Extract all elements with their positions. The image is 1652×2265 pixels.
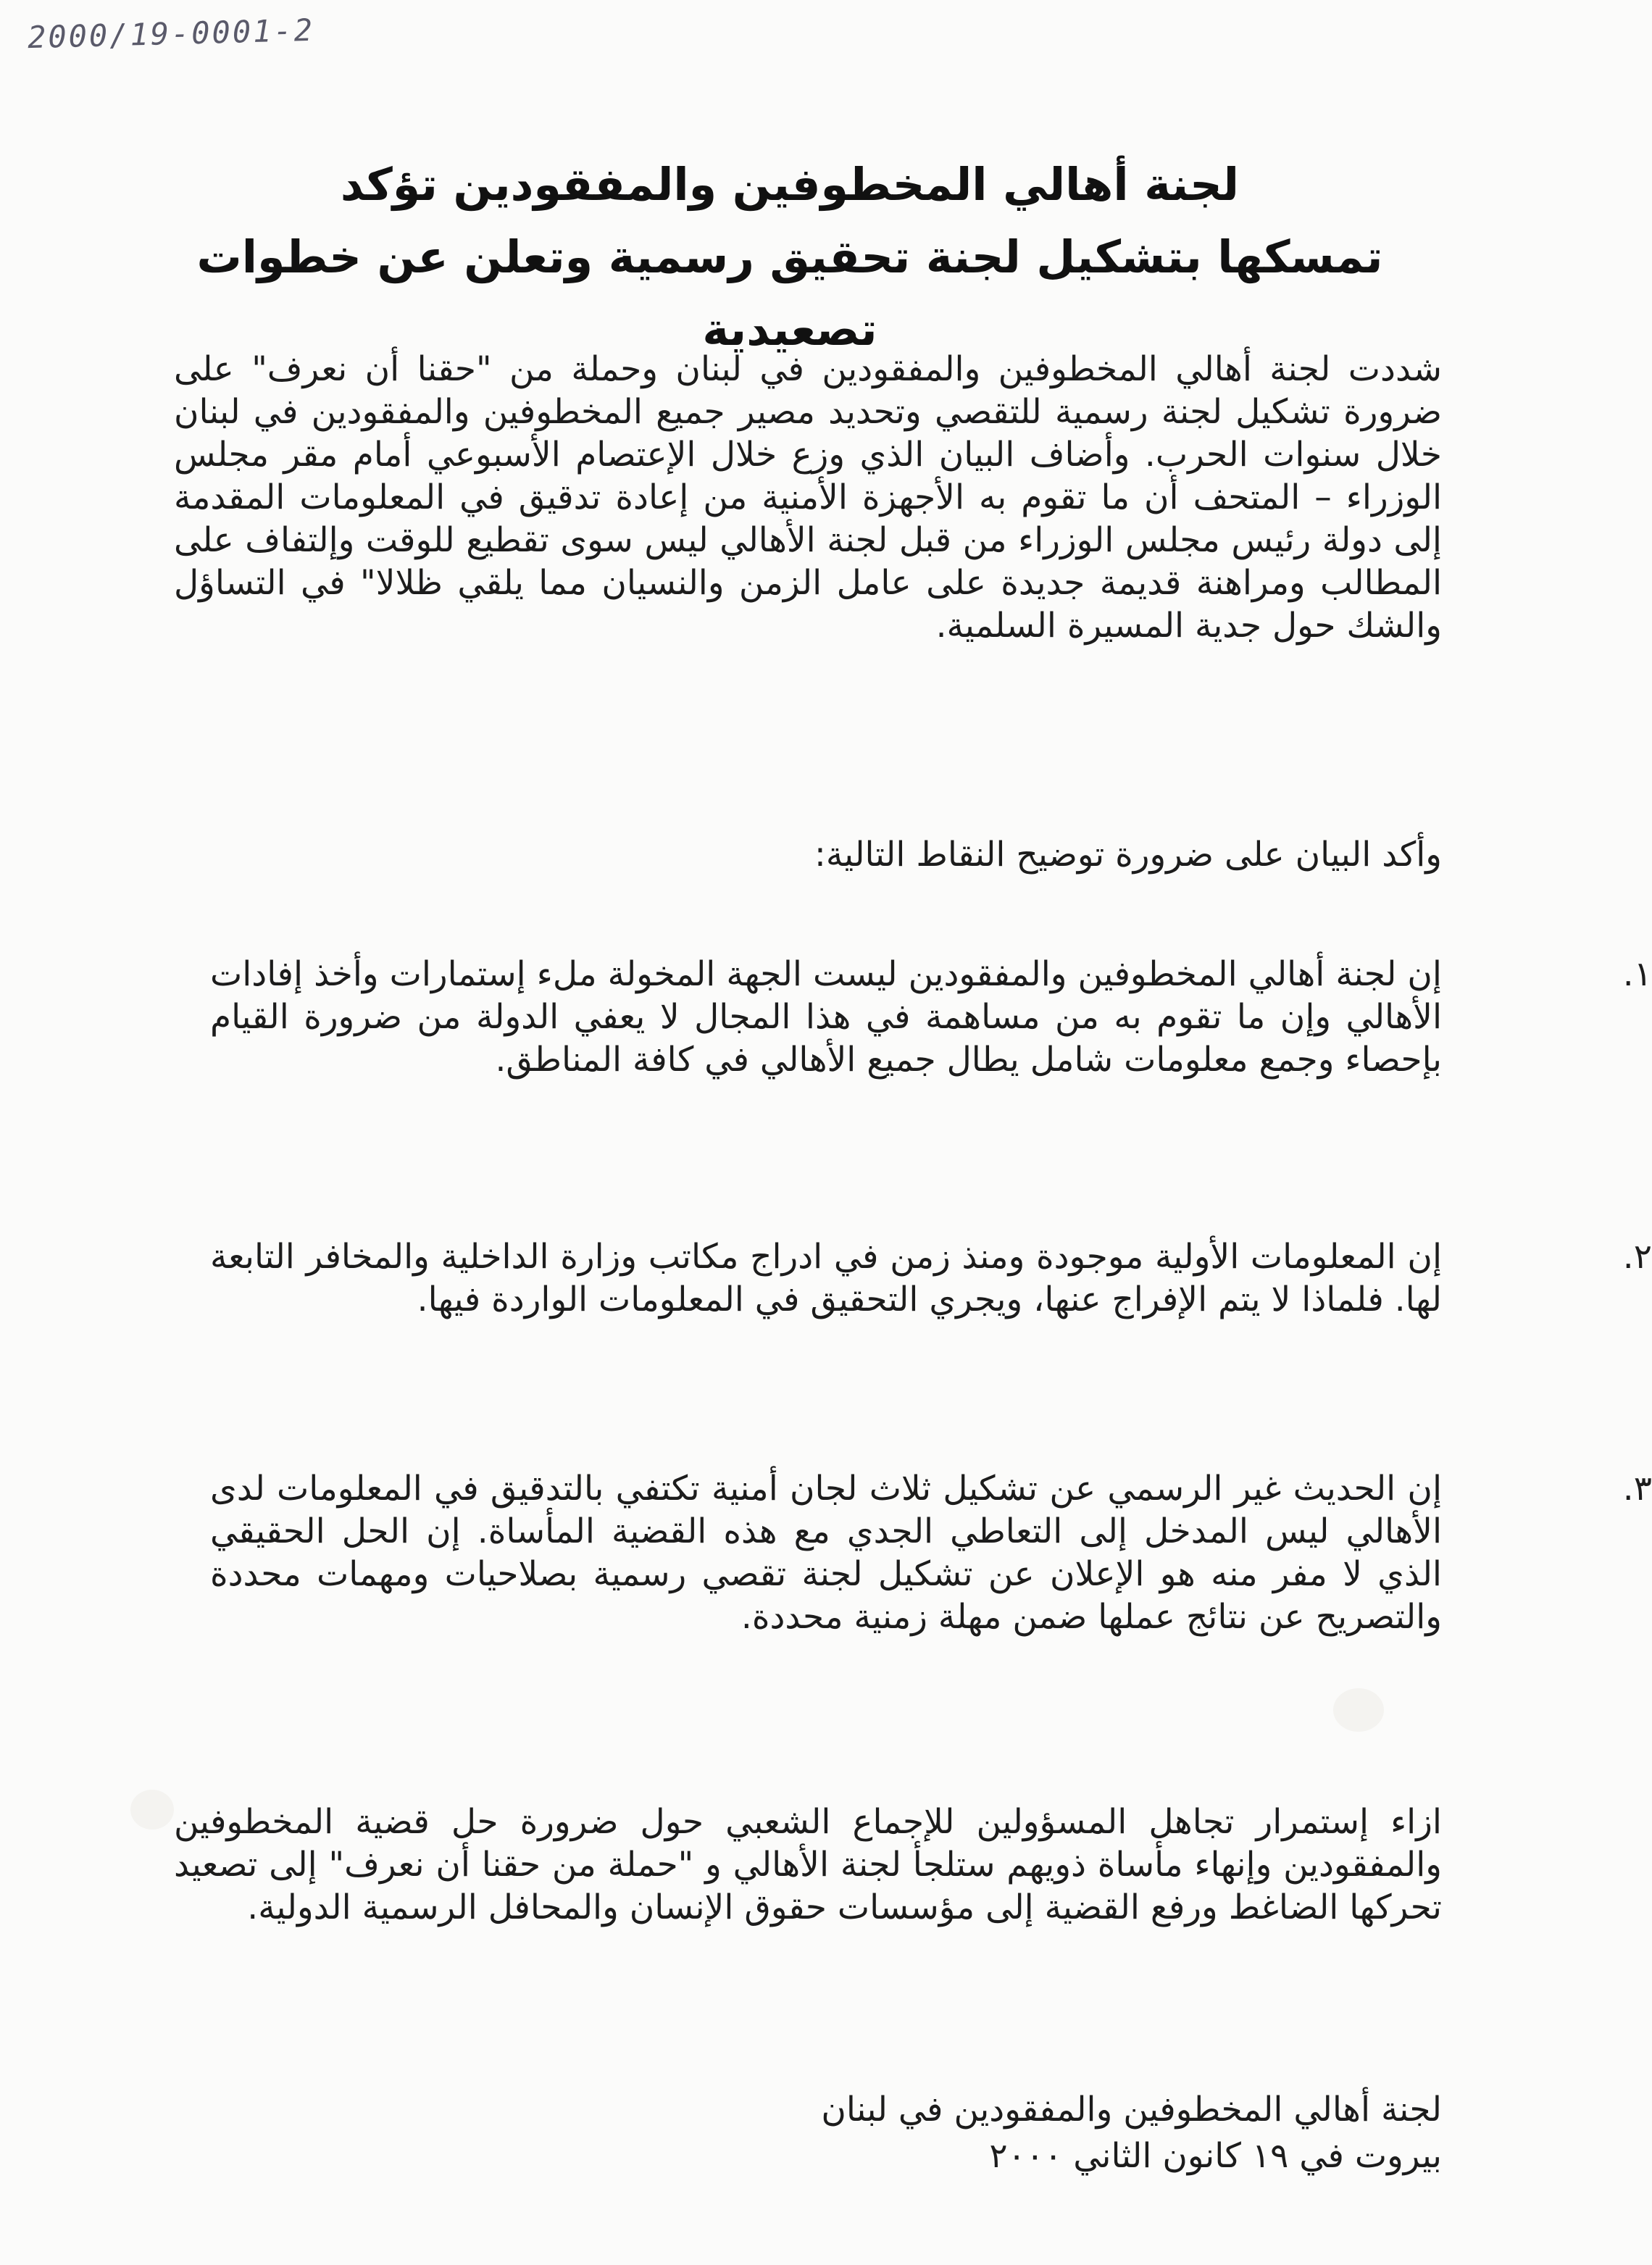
list-item-text: إن المعلومات الأولية موجودة ومنذ زمن في ادراج مكاتب وزارة الداخلية والمخافر التابعة لها. فلماذا لا يتم الإفراج عنها، ويجري التحقيق في المعلومات الواردة فيها. (210, 1237, 1442, 1319)
paper-stain (1333, 1688, 1384, 1732)
list-item (210, 953, 1652, 1081)
list-item-text: إن لجنة أهالي المخطوفين والمفقودين ليست الجهة المخولة ملء إستمارات وأخذ إفادات الأهالي وإن ما تقوم به من مساهمة في هذا المجال لا يعفي الدولة من ضرورة القيام بإحصاء وجمع معلومات شامل يطال جميع الأهالي في كافة المناطق. (210, 954, 1442, 1080)
signature-organization: لجنة أهالي المخطوفين والمفقودين في لبنان (821, 2090, 1442, 2130)
paper-stain (130, 1790, 174, 1830)
main-paragraph: شددت لجنة أهالي المخطوفين والمفقودين في لبنان وحملة من "حقنا أن نعرف" على ضرورة تشكيل لجنة رسمية للتقصي وتحديد مصير جميع المخطوفين والمفقودين في لبنان خلال سنوات الحرب. وأضاف البيان الذي وزع خلال الإعتصام الأسبوعي أمام مقر مجلس الوزراء – المتحف أن ما تقوم به الأجهزة الأمنية من إعادة تدقيق في المعلومات المقدمة إلى دولة رئيس مجلس الوزراء من قبل لجنة الأهالي ليس سوى تقطيع للوقت وإلتفاف على المطالب ومراهنة قديمة جديدة على عامل الزمن والنسيان مما يلقي ظلالا" في التساؤل والشك حول جدية المسيرة السلمية. (174, 349, 1442, 646)
signature-date: بيروت في ١٩ كانون الثاني ٢٠٠٠ (989, 2136, 1442, 2176)
list-item-text: إن الحديث غير الرسمي عن تشكيل ثلاث لجان أمنية تكتفي بالتدقيق في المعلومات لدى الأهالي ليس المدخل إلى التعاطي الجدي مع هذه القضية المأساة. إن الحل الحقيقي الذي لا مفر منه هو الإعلان عن تشكيل لجنة تقصي رسمية بصلاحيات ومهمات محددة والتصريح عن نتائج عملها ضمن مهلة زمنية محددة. (210, 1469, 1442, 1637)
title-line-2: تمسكها بتشكيل لجنة تحقيق رسمية وتعلن عن خطوات تصعيدية (196, 230, 1383, 356)
list-item-number: ٣. (1622, 1469, 1652, 1509)
title-line-1: لجنة أهالي المخطوفين والمفقودين تؤكد (340, 158, 1240, 211)
list-item (210, 1467, 1652, 1638)
signature-block (821, 2087, 1442, 2180)
closing-paragraph: ازاء إستمرار تجاهل المسؤولين للإجماع الشعبي حول ضرورة حل قضية المخطوفين والمفقودين وإنهاء مأساة ذويهم ستلجأ لجنة الأهالي و "حملة من حقنا أن نعرف" إلى تصعيد تحركها الضاغط ورفع القضية إلى مؤسسات حقوق الإنسان والمحافل الرسمية الدولية. (174, 1802, 1442, 1927)
list-item-number: ٢. (1622, 1237, 1652, 1277)
document-title (130, 149, 1449, 366)
intro-paragraph: وأكد البيان على ضرورة توضيح النقاط التالية: (814, 835, 1442, 875)
handwritten-reference-code: 2000/19-0001-2 (27, 12, 315, 56)
list-item-number: ١. (1622, 954, 1652, 994)
list-item (210, 1235, 1652, 1321)
